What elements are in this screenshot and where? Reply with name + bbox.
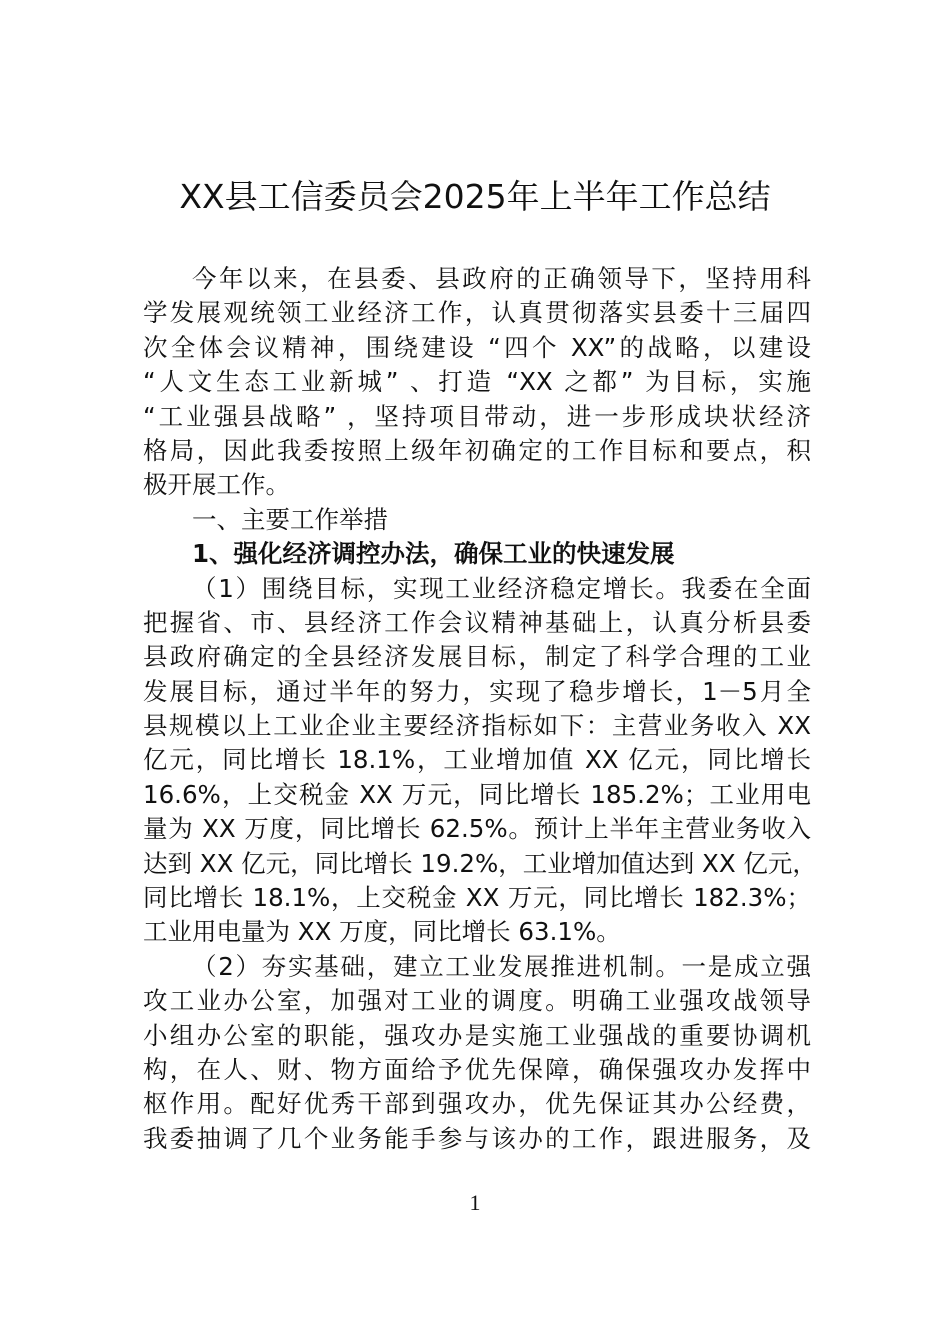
paragraph-line: “人文生态工业新城” 、打造 “XX 之都” 为目标，实施: [143, 367, 811, 397]
paragraph-line: 量为 XX 万度，同比增长 62.5%。预计上半年主营业务收入: [143, 814, 811, 844]
paragraph-line: “工业强县战略” ，坚持项目带动，进一步形成块状经济: [143, 401, 811, 431]
paragraph-line: （2）夯实基础，建立工业发展推进机制。一是成立强: [192, 951, 811, 981]
document-body: [143, 262, 817, 1156]
paragraph-line: （1）围绕目标，实现工业经济稳定增长。我委在全面: [192, 573, 811, 603]
paragraph-line: 工业用电量为 XX 万度，同比增长 63.1%。: [143, 917, 621, 947]
paragraph-line: 县规模以上工业企业主要经济指标如下：主营业务收入 XX: [143, 711, 811, 741]
paragraph-line: 今年以来，在县委、县政府的正确领导下，坚持用科: [192, 264, 811, 293]
paragraph-line: 构，在人、财、物方面给予优先保障，确保强攻办发挥中: [143, 1054, 811, 1084]
paragraph-line: 枢作用。配好优秀干部到强攻办，优先保证其办公经费，: [143, 1089, 811, 1119]
document-title: XX县工信委员会2025年上半年工作总结: [179, 177, 771, 216]
paragraph-line: 小组办公室的职能，强攻办是实施工业强战的重要协调机: [143, 1020, 811, 1050]
paragraph-line: 次全体会议精神，围绕建设 “四个 XX”的战略，以建设: [143, 332, 811, 362]
paragraph-line: 亿元，同比增长 18.1%，工业增加值 XX 亿元，同比增长: [143, 745, 811, 775]
paragraph-line: 把握省、市、县经济工作会议精神基础上，认真分析县委: [143, 607, 811, 637]
paragraph-line: 县政府确定的全县经济发展目标，制定了科学合理的工业: [143, 642, 811, 672]
paragraph-line: 同比增长 18.1%，上交税金 XX 万元，同比增长 182.3%；: [143, 883, 811, 913]
paragraph-line: 我委抽调了几个业务能手参与该办的工作，跟进服务，及: [143, 1123, 811, 1153]
paragraph-line: 发展目标，通过半年的努力，实现了稳步增长，1－5月全: [143, 676, 811, 706]
paragraph-line: 达到 XX 亿元，同比增长 19.2%，工业增加值达到 XX 亿元，: [143, 848, 817, 878]
paragraph-line: 学发展观统领工业经济工作，认真贯彻落实县委十三届四: [143, 298, 811, 328]
paragraph-line: 格局，因此我委按照上级年初确定的工作目标和要点，积: [143, 435, 811, 465]
subsection-heading: 1、强化经济调控办法，确保工业的快速发展: [192, 539, 675, 569]
paragraph-line: 攻工业办公室，加强对工业的调度。明确工业强攻战领导: [143, 986, 811, 1016]
page-number: 1: [469, 1190, 481, 1215]
paragraph-line: 16.6%，上交税金 XX 万元，同比增长 185.2%；工业用电: [143, 779, 811, 809]
section-heading: 一、主要工作举措: [192, 504, 388, 534]
paragraph-line: 极开展工作。: [143, 470, 290, 500]
